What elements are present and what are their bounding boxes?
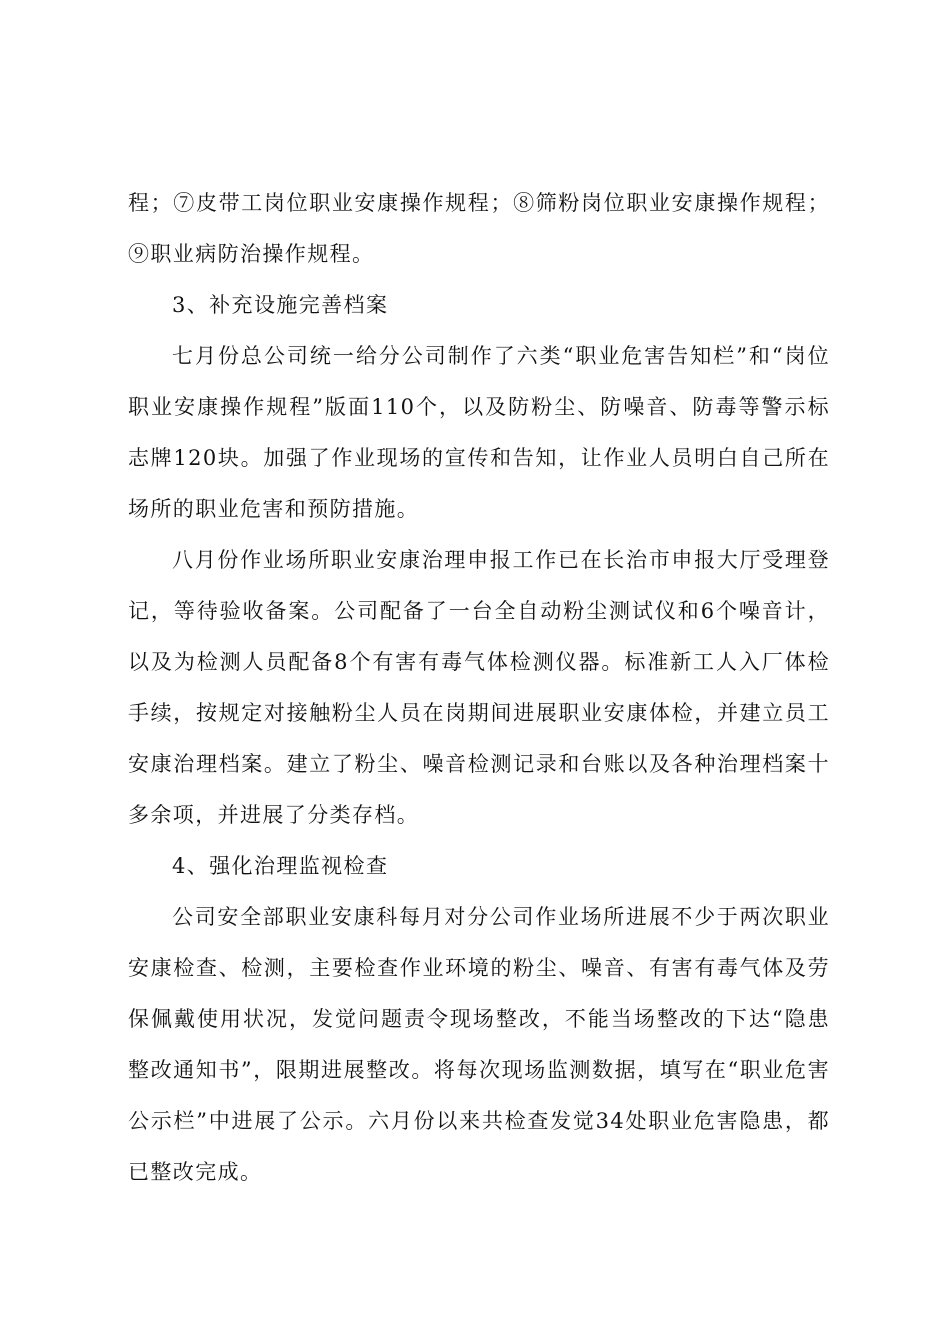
paragraph-july-signage: 七月份总公司统一给分公司制作了六类“职业危害告知栏”和“岗位职业安康操作规程”版面110个，以及防粉尘、防噪音、防毒等警示标志牌120块。加强了作业现场的宣传和告知，让作业人员明白自己所在场所的职业危害和预防措施。 — [128, 344, 830, 521]
document-body — [128, 178, 830, 1198]
paragraph-august-declaration: 八月份作业场所职业安康治理申报工作已在长治市申报大厅受理登记，等待验收备案。公司配备了一台全自动粉尘测试仪和6个噪音计，以及为检测人员配备8个有害有毒气体检测仪器。标准新工人入厂体检手续，按规定对接触粉尘人员在岗期间进展职业安康体检，并建立员工安康治理档案。建立了粉尘、噪音检测记录和台账以及各种治理档案十多余项，并进展了分类存档。 — [128, 548, 830, 827]
section-heading-4: 4、强化治理监视检查 — [172, 854, 389, 878]
section-heading-3: 3、补充设施完善档案 — [172, 293, 389, 317]
paragraph-inspection: 公司安全部职业安康科每月对分公司作业场所进展不少于两次职业安康检查、检测，主要检查作业环境的粉尘、噪音、有害有毒气体及劳保佩戴使用状况，发觉问题责令现场整改，不能当场整改的下达“隐患整改通知书”，限期进展整改。将每次现场监测数据，填写在“职业危害公示栏”中进展了公示。六月份以来共检查发觉34处职业危害隐患，都已整改完成。 — [128, 905, 830, 1184]
paragraph-continuation: 程；⑦皮带工岗位职业安康操作规程；⑧筛粉岗位职业安康操作规程；⑨职业病防治操作规程。 — [128, 191, 830, 266]
